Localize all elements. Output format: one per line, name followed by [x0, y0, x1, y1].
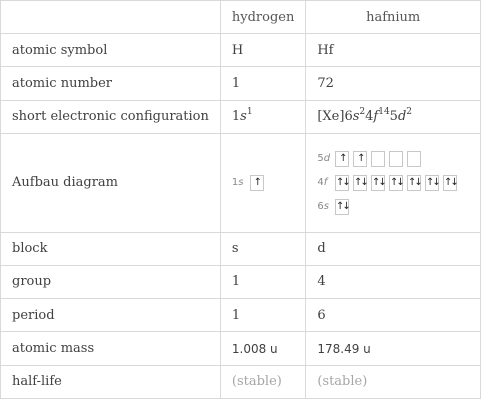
row-block — [1, 232, 481, 265]
orbital-box — [371, 151, 385, 167]
hydrogen-aufbau — [220, 133, 305, 232]
row-aufbau-diagram — [1, 133, 481, 232]
orbital-box: ↑↓ — [425, 175, 439, 191]
hydrogen-value: 1 — [220, 265, 305, 298]
hafnium-value: Hf — [306, 34, 481, 67]
hydrogen-value: 1 — [220, 299, 305, 332]
row-label: Aufbau diagram — [1, 133, 221, 232]
header-row — [1, 1, 481, 34]
row-label: half-life — [1, 365, 221, 398]
orbital-box: ↑↓ — [335, 199, 349, 215]
orbital-box: ↑↓ — [389, 175, 403, 191]
hydrogen-value: 1.008 u — [220, 332, 305, 365]
config-superscript: 1 — [246, 107, 253, 118]
hydrogen-value: 1 — [220, 67, 305, 100]
orbital-row — [232, 171, 294, 195]
orbital-label: 4f — [317, 177, 328, 189]
hydrogen-configuration — [220, 100, 305, 133]
config-orbital: 5d — [389, 109, 407, 125]
orbital-box: ↑↓ — [407, 175, 421, 191]
config-orbital: 1s — [231, 109, 247, 125]
header-hydrogen: hydrogen — [220, 1, 305, 34]
hafnium-value: 178.49 u — [306, 332, 481, 365]
orbital-label: 5d — [317, 153, 331, 165]
hafnium-value: 72 — [306, 67, 481, 100]
orbital-box: ↑↓ — [443, 175, 457, 191]
hafnium-configuration — [306, 100, 481, 133]
row-label: atomic symbol — [1, 34, 221, 67]
hydrogen-value: (stable) — [220, 365, 305, 398]
hafnium-value: d — [306, 232, 481, 265]
row-label: atomic mass — [1, 332, 221, 365]
row-label: short electronic configuration — [1, 100, 221, 133]
config-orbital: 4f — [365, 109, 379, 125]
hydrogen-value: H — [220, 34, 305, 67]
orbital-label: 1s — [231, 177, 244, 189]
orbital-row-4f — [317, 171, 469, 195]
orbital-row-5d — [317, 147, 469, 171]
orbital-box: ↑ — [250, 175, 264, 191]
orbital-box: ↑↓ — [371, 175, 385, 191]
hafnium-value: 4 — [306, 265, 481, 298]
config-superscript: 2 — [406, 107, 413, 118]
orbital-box: ↑ — [353, 151, 367, 167]
config-superscript: 2 — [359, 107, 366, 118]
row-label: group — [1, 265, 221, 298]
orbital-box — [389, 151, 403, 167]
row-label: atomic number — [1, 67, 221, 100]
row-half-life — [1, 365, 481, 398]
hafnium-value: (stable) — [306, 365, 481, 398]
config-orbital: 6s — [344, 109, 360, 125]
config-superscript: 14 — [378, 107, 390, 118]
hafnium-aufbau — [306, 133, 481, 232]
orbital-box: ↑↓ — [353, 175, 367, 191]
row-atomic-mass — [1, 332, 481, 365]
orbital-row-6s — [317, 195, 469, 219]
row-atomic-symbol — [1, 34, 481, 67]
hydrogen-value: s — [220, 232, 305, 265]
row-label: block — [1, 232, 221, 265]
row-electronic-configuration — [1, 100, 481, 133]
row-group — [1, 265, 481, 298]
hafnium-value: 6 — [306, 299, 481, 332]
header-hafnium: hafnium — [306, 1, 481, 34]
orbital-box: ↑ — [335, 151, 349, 167]
row-period — [1, 299, 481, 332]
config-core: [Xe] — [317, 109, 345, 125]
orbital-box: ↑↓ — [335, 175, 349, 191]
header-empty-cell — [1, 1, 221, 34]
row-atomic-number — [1, 67, 481, 100]
orbital-box — [407, 151, 421, 167]
orbital-label: 6s — [317, 201, 329, 213]
row-label: period — [1, 299, 221, 332]
